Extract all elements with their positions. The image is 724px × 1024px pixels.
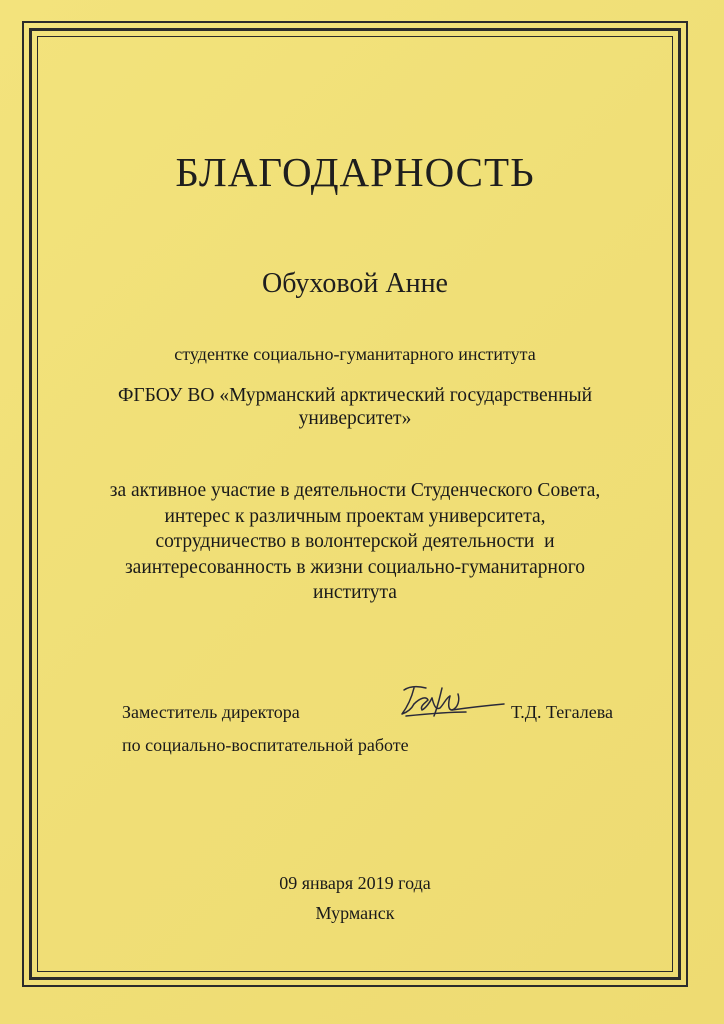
- reason-line: интерес к различным проектам университета,: [164, 505, 546, 527]
- issue-date: 09 января 2019 года: [279, 873, 431, 893]
- issue-city: Мурманск: [315, 903, 395, 923]
- affiliation-line-1: студентке социально-гуманитарного института: [174, 344, 536, 364]
- reason-line: института: [313, 582, 397, 603]
- certificate-title: БЛАГОДАРНОСТЬ: [175, 149, 535, 195]
- signatory-position-line-1: Заместитель директора: [122, 702, 300, 722]
- affiliation-line-3: университет»: [298, 408, 412, 429]
- signatory-name: Т.Д. Тегалева: [511, 702, 614, 722]
- reason-line: за активное участие в деятельности Студенческого Совета,: [109, 480, 601, 501]
- handwritten-signature: [396, 682, 508, 722]
- reason-line: сотрудничество в волонтерской деятельности и: [155, 531, 555, 552]
- signatory-position-line-2: по социально-воспитательной работе: [122, 735, 409, 755]
- recipient-name: Обуховой Анне: [262, 268, 448, 299]
- reason-line: заинтересованность в жизни социально-гуманитарного: [124, 556, 586, 578]
- reason-paragraph: [37, 478, 673, 606]
- affiliation-line-2: ФГБОУ ВО «Мурманский арктический государственный: [117, 385, 593, 406]
